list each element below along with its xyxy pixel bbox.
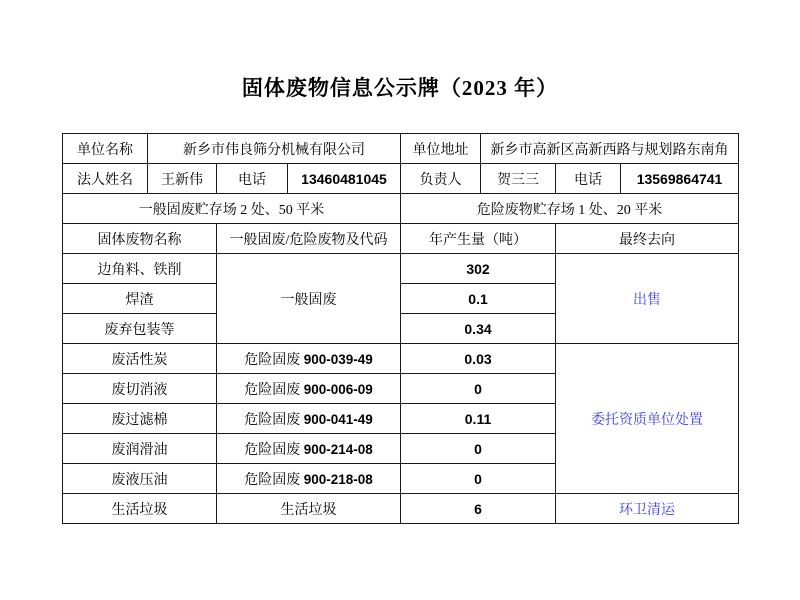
row-table-header <box>63 224 739 254</box>
waste-code: 生活垃圾 <box>217 494 401 524</box>
waste-name: 废活性炭 <box>63 344 217 374</box>
manager-label: 负责人 <box>401 164 481 194</box>
household-destination-cell: 环卫清运 <box>556 494 739 524</box>
header-waste-code: 一般固废/危险废物及代码 <box>217 224 401 254</box>
table-row <box>63 494 739 524</box>
waste-code <box>217 404 401 434</box>
table-row <box>63 254 739 284</box>
waste-amount: 0.34 <box>401 314 556 344</box>
unit-name-label: 单位名称 <box>63 134 148 164</box>
row-contacts <box>63 164 739 194</box>
waste-amount: 6 <box>401 494 556 524</box>
unit-address-label: 单位地址 <box>401 134 481 164</box>
waste-amount: 302 <box>401 254 556 284</box>
waste-amount: 0 <box>401 374 556 404</box>
unit-address-value: 新乡市高新区高新西路与规划路东南角 <box>481 134 739 164</box>
general-storage-text: 一般固废贮存场 2 处、50 平米 <box>63 194 401 224</box>
waste-name: 边角料、铁削 <box>63 254 217 284</box>
hazard-label: 危险固废 <box>244 412 301 428</box>
phone-label-1: 电话 <box>217 164 288 194</box>
hazard-code: 900-039-49 <box>303 351 373 367</box>
hazard-label: 危险固废 <box>244 472 301 488</box>
waste-amount: 0 <box>401 464 556 494</box>
waste-code <box>217 374 401 404</box>
waste-name: 废弃包装等 <box>63 314 217 344</box>
manager-value: 贺三三 <box>481 164 556 194</box>
hazard-label: 危险固废 <box>244 382 301 398</box>
waste-amount: 0.03 <box>401 344 556 374</box>
waste-name: 生活垃圾 <box>63 494 217 524</box>
hazard-code: 900-041-49 <box>303 411 373 427</box>
legal-person-value: 王新伟 <box>148 164 217 194</box>
hazard-label: 危险固废 <box>244 352 301 368</box>
phone-label-2: 电话 <box>556 164 621 194</box>
waste-code <box>217 434 401 464</box>
waste-amount: 0.1 <box>401 284 556 314</box>
waste-name: 废切消液 <box>63 374 217 404</box>
hazard-storage-text: 危险废物贮存场 1 处、20 平米 <box>401 194 739 224</box>
general-category-cell: 一般固废 <box>217 254 401 344</box>
page-title: 固体废物信息公示牌（2023 年） <box>241 76 559 100</box>
waste-name: 废润滑油 <box>63 434 217 464</box>
header-annual-amount: 年产生量（吨） <box>401 224 556 254</box>
waste-name: 废过滤棉 <box>63 404 217 434</box>
legal-person-label: 法人姓名 <box>63 164 148 194</box>
phone-value-1: 13460481045 <box>288 164 401 194</box>
hazard-code: 900-214-08 <box>303 441 373 457</box>
row-storage <box>63 194 739 224</box>
table-row <box>63 344 739 374</box>
header-destination: 最终去向 <box>556 224 739 254</box>
waste-amount: 0.11 <box>401 404 556 434</box>
waste-amount: 0 <box>401 434 556 464</box>
hazard-destination-cell: 委托资质单位处置 <box>556 344 739 494</box>
header-waste-name: 固体废物名称 <box>63 224 217 254</box>
unit-name-value: 新乡市伟良筛分机械有限公司 <box>148 134 401 164</box>
hazard-code: 900-218-08 <box>303 471 373 487</box>
hazard-label: 危险固废 <box>244 442 301 458</box>
waste-name: 废液压油 <box>63 464 217 494</box>
waste-code <box>217 464 401 494</box>
general-destination-cell: 出售 <box>556 254 739 344</box>
waste-code <box>217 344 401 374</box>
hazard-code: 900-006-09 <box>303 381 373 397</box>
waste-name: 焊渣 <box>63 284 217 314</box>
phone-value-2: 13569864741 <box>621 164 739 194</box>
row-unit-info <box>63 134 739 164</box>
waste-info-table <box>62 133 739 524</box>
